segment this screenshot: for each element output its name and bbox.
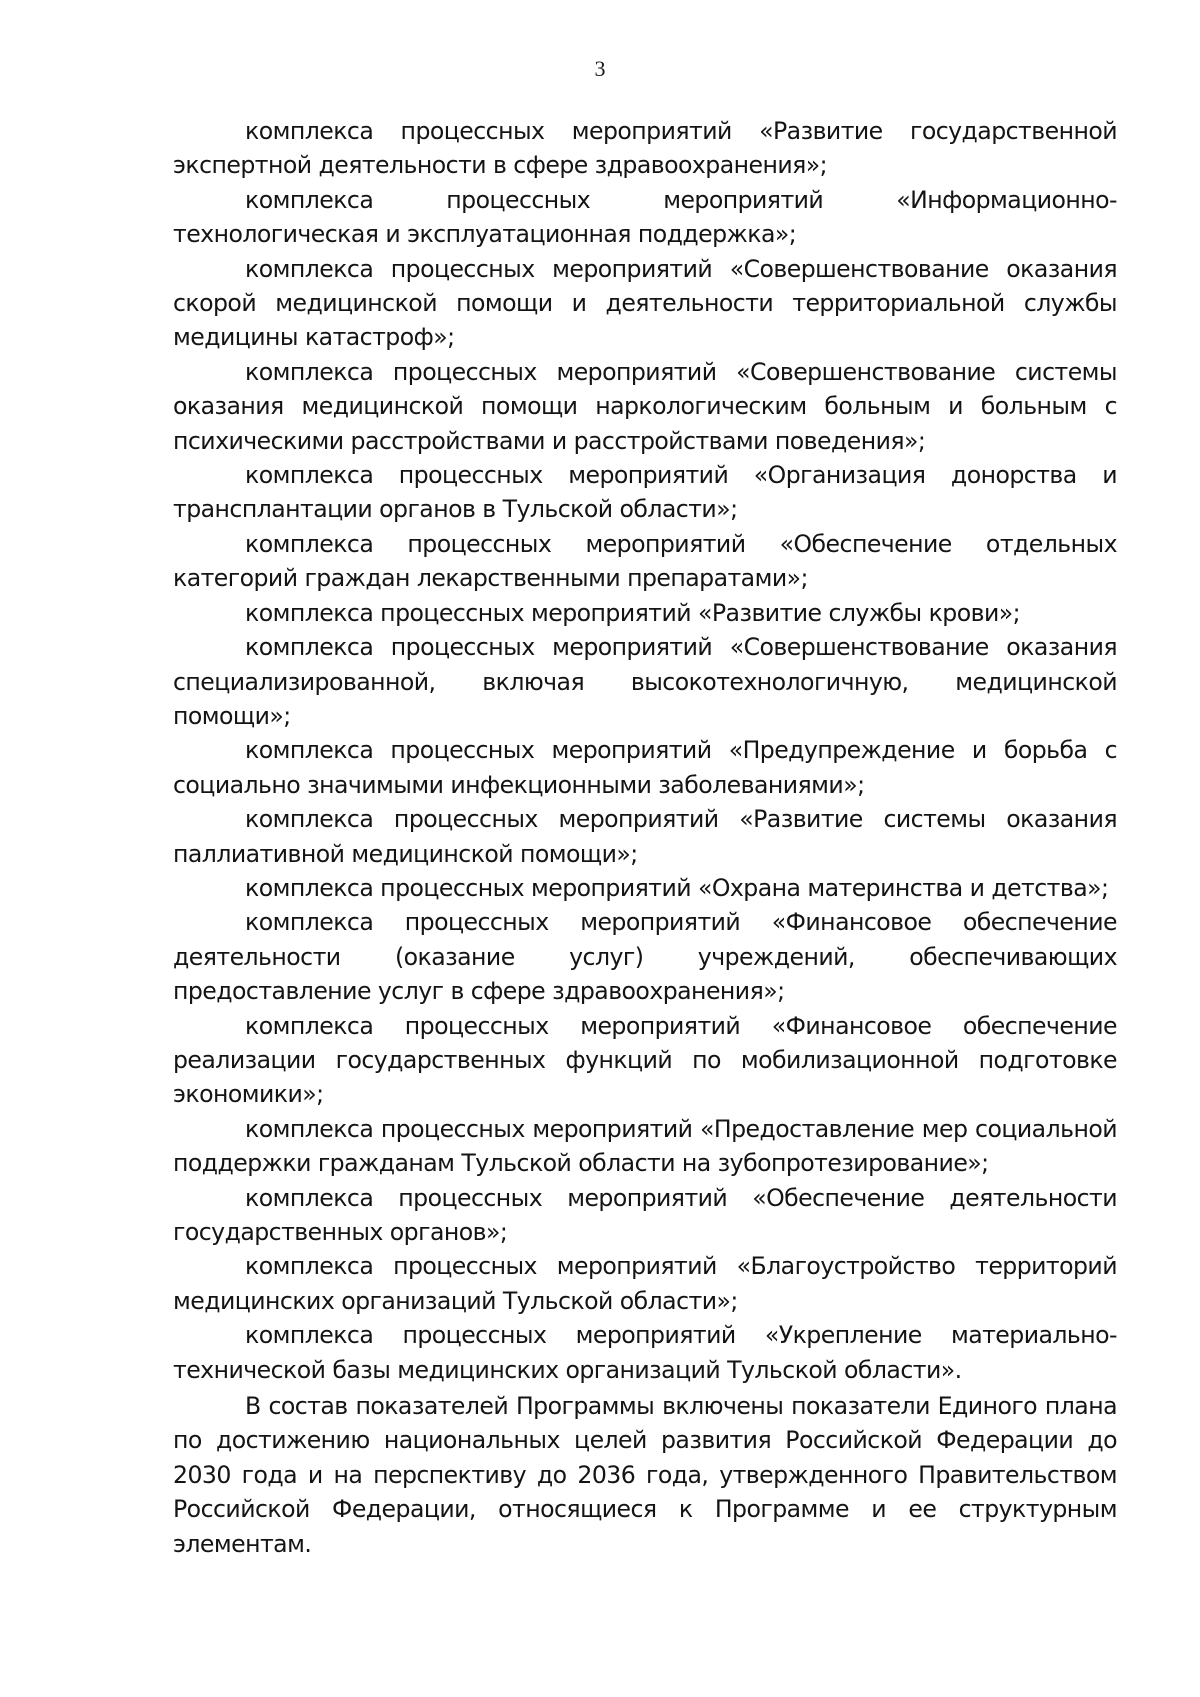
paragraph: комплекса процессных мероприятий «Охрана материнства и детства»; — [245, 873, 1109, 902]
paragraph: комплекса процессных мероприятий «Финансовое обеспечение реализации государственных функций по мобилизационной подготовке экономики»; — [173, 1011, 1117, 1109]
paragraph: комплекса процессных мероприятий «Организация донорства и трансплантации органов в Тульской области»; — [173, 461, 1117, 524]
page-number: 3 — [594, 56, 606, 81]
paragraph: комплекса процессных мероприятий «Обеспечение отдельных категорий граждан лекарственными препаратами»; — [173, 529, 1117, 593]
paragraph: комплекса процессных мероприятий «Развитие системы оказания паллиативной медицинской помощи»; — [173, 805, 1117, 868]
paragraph: комплекса процессных мероприятий «Развитие службы крови»; — [245, 598, 1021, 627]
paragraph: комплекса процессных мероприятий «Благоустройство территорий медицинских организаций Тульской области»; — [173, 1252, 1117, 1315]
paragraph: комплекса процессных мероприятий «Финансовое обеспечение деятельности (оказание услуг) учреждений, обеспечивающих предоставление услуг в сфере здравоохранения»; — [173, 908, 1117, 1006]
document-body — [173, 114, 1117, 1561]
paragraph: комплекса процессных мероприятий «Совершенствование оказания специализированной, включая высокотехнологичную, медицинской помощи»; — [173, 633, 1117, 730]
paragraph: комплекса процессных мероприятий «Предупреждение и борьба с социально значимыми инфекционными заболеваниями»; — [173, 736, 1117, 799]
final-paragraph: В состав показателей Программы включены показатели Единого плана по достижению национальных целей развития Российской Федерации до 2030 года и на перспективу до 2036 года, утвержденного Правительством Российской Федерации, относящиеся к Программе и ее структурным элементам. — [173, 1392, 1117, 1558]
paragraph: комплекса процессных мероприятий «Совершенствование системы оказания медицинской помощи наркологическим больным и больным с психическими расстройствами и расстройствами поведения»; — [173, 357, 1117, 455]
paragraph: комплекса процессных мероприятий «Укрепление материально-технической базы медицинских организаций Тульской области». — [173, 1321, 1117, 1384]
paragraph: комплекса процессных мероприятий «Обеспечение деятельности государственных органов»; — [173, 1183, 1117, 1246]
paragraph: комплекса процессных мероприятий «Совершенствование оказания скорой медицинской помощи и деятельности территориальной службы медицины катастроф»; — [173, 254, 1117, 352]
paragraph: комплекса процессных мероприятий «Информационно-технологическая и эксплуатационная поддержка»; — [173, 185, 1117, 249]
paragraph: комплекса процессных мероприятий «Предоставление мер социальной поддержки гражданам Тульской области на зубопротезирование»; — [173, 1114, 1117, 1178]
paragraph: комплекса процессных мероприятий «Развитие государственной экспертной деятельности в сфере здравоохранения»; — [173, 117, 1117, 180]
